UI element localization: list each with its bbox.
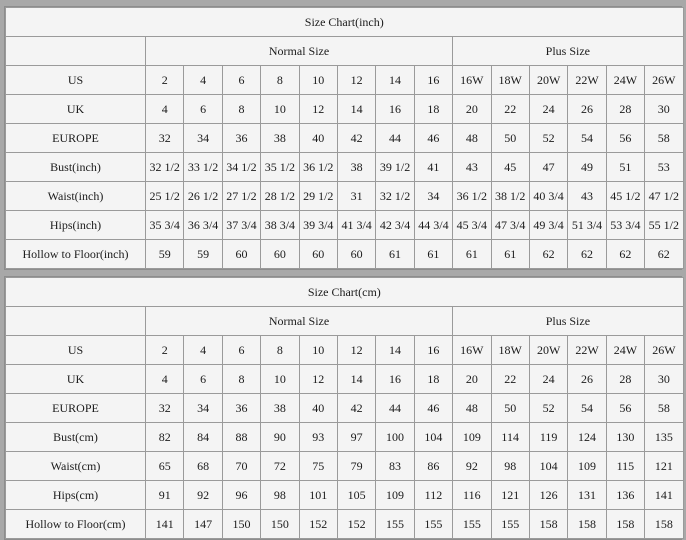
- table-cell: 30: [645, 95, 683, 124]
- row-label: UK: [6, 365, 146, 394]
- table-cell: 38: [261, 394, 299, 423]
- table-cell: 12: [337, 336, 375, 365]
- table-cell: 10: [261, 365, 299, 394]
- table-cell: 61: [491, 240, 529, 269]
- table-cell: 45 3/4: [453, 211, 491, 240]
- table-cell: 42 3/4: [376, 211, 414, 240]
- table-cell: 52: [529, 394, 567, 423]
- table-cell: 4: [146, 365, 184, 394]
- table-cell: 16W: [453, 66, 491, 95]
- table-cell: 83: [376, 452, 414, 481]
- table-cell: 130: [606, 423, 644, 452]
- table-cell: 38: [337, 153, 375, 182]
- table-cell: 32 1/2: [376, 182, 414, 211]
- table-cell: 155: [491, 510, 529, 539]
- header-corner-cell: [6, 307, 146, 336]
- table-cell: 136: [606, 481, 644, 510]
- table-cell: 16: [414, 336, 452, 365]
- table-cell: 100: [376, 423, 414, 452]
- table-cell: 44 3/4: [414, 211, 452, 240]
- table-cell: 121: [645, 452, 684, 481]
- table-cell: 58: [645, 394, 684, 423]
- table-cell: 18W: [491, 336, 529, 365]
- table-cell: 12: [337, 66, 375, 95]
- table-cell: 24: [529, 365, 567, 394]
- table-cell: 61: [453, 240, 491, 269]
- header-corner-cell: [6, 37, 146, 66]
- size-chart-inch: [4, 6, 682, 270]
- table-cell: 22W: [568, 336, 606, 365]
- table-cell: 79: [337, 452, 375, 481]
- table-cell: 16: [414, 66, 452, 95]
- table-cell: 92: [453, 452, 491, 481]
- table-cell: 119: [529, 423, 567, 452]
- table-cell: 16: [376, 365, 414, 394]
- table-row: [6, 336, 684, 365]
- table-cell: 93: [299, 423, 337, 452]
- table-cell: 14: [376, 336, 414, 365]
- table-row: [6, 66, 684, 95]
- table-cell: 47 3/4: [491, 211, 529, 240]
- table-row: [6, 182, 684, 211]
- table-cell: 26: [568, 365, 606, 394]
- table-cell: 53 3/4: [606, 211, 644, 240]
- table-cell: 16: [376, 95, 414, 124]
- table-cell: 90: [261, 423, 299, 452]
- group-header-plus-size: Plus Size: [453, 307, 684, 336]
- table-cell: 14: [337, 95, 375, 124]
- table-body-inch: [6, 8, 684, 269]
- table-cell: 22W: [568, 66, 606, 95]
- table-cell: 2: [146, 336, 184, 365]
- table-cell: 28: [606, 95, 644, 124]
- table-cell: 60: [261, 240, 299, 269]
- row-label: Bust(inch): [6, 153, 146, 182]
- table-cell: 26 1/2: [184, 182, 222, 211]
- table-body-cm: [6, 278, 684, 539]
- table-cell: 6: [222, 336, 260, 365]
- table-cell: 30: [645, 365, 684, 394]
- row-label: US: [6, 66, 146, 95]
- row-label: Waist(cm): [6, 452, 146, 481]
- table-cell: 126: [529, 481, 567, 510]
- row-label: Bust(cm): [6, 423, 146, 452]
- table-cell: 45 1/2: [606, 182, 644, 211]
- table-cell: 84: [184, 423, 222, 452]
- chart-title-row: [6, 8, 684, 37]
- table-row: [6, 124, 684, 153]
- table-cell: 22: [491, 365, 529, 394]
- table-cell: 38 1/2: [491, 182, 529, 211]
- table-row: [6, 95, 684, 124]
- table-cell: 152: [337, 510, 375, 539]
- table-cell: 109: [376, 481, 414, 510]
- table-cell: 41: [414, 153, 452, 182]
- table-cell: 116: [453, 481, 491, 510]
- table-cell: 34 1/2: [222, 153, 260, 182]
- table-cell: 35 3/4: [146, 211, 184, 240]
- size-chart-cm: [4, 276, 682, 540]
- table-cell: 47: [529, 153, 567, 182]
- table-cell: 32 1/2: [146, 153, 184, 182]
- table-cell: 43: [453, 153, 491, 182]
- table-cell: 155: [376, 510, 414, 539]
- table-cell: 60: [337, 240, 375, 269]
- table-cell: 36 1/2: [299, 153, 337, 182]
- table-cell: 24W: [606, 66, 644, 95]
- table-cell: 65: [146, 452, 184, 481]
- table-cell: 18: [414, 365, 452, 394]
- table-cell: 50: [491, 124, 529, 153]
- table-cell: 96: [222, 481, 260, 510]
- table-cell: 109: [568, 452, 606, 481]
- chart-title: Size Chart(cm): [6, 278, 684, 307]
- table-cell: 112: [414, 481, 452, 510]
- table-cell: 10: [299, 336, 337, 365]
- row-label: Hollow to Floor(inch): [6, 240, 146, 269]
- table-cell: 18: [414, 95, 452, 124]
- table-cell: 26: [568, 95, 606, 124]
- table-row: [6, 510, 684, 539]
- table-row: [6, 365, 684, 394]
- table-row: [6, 240, 684, 269]
- row-label: Waist(inch): [6, 182, 146, 211]
- table-cell: 47 1/2: [645, 182, 683, 211]
- table-cell: 48: [453, 394, 491, 423]
- table-cell: 40: [299, 124, 337, 153]
- group-header-row: [6, 37, 684, 66]
- table-cell: 38 3/4: [261, 211, 299, 240]
- table-cell: 35 1/2: [261, 153, 299, 182]
- row-label: EUROPE: [6, 124, 146, 153]
- table-cell: 44: [376, 124, 414, 153]
- table-cell: 53: [645, 153, 683, 182]
- table-cell: 14: [376, 66, 414, 95]
- table-cell: 158: [645, 510, 684, 539]
- table-cell: 86: [414, 452, 452, 481]
- row-label: Hips(cm): [6, 481, 146, 510]
- table-cell: 29 1/2: [299, 182, 337, 211]
- table-cell: 20W: [529, 336, 567, 365]
- chart-title-row: [6, 278, 684, 307]
- table-cell: 58: [645, 124, 683, 153]
- chart-title: Size Chart(inch): [6, 8, 684, 37]
- table-cell: 42: [337, 124, 375, 153]
- table-cell: 32: [146, 394, 184, 423]
- table-cell: 8: [261, 66, 299, 95]
- table-cell: 20: [453, 95, 491, 124]
- table-cell: 46: [414, 124, 452, 153]
- table-cell: 124: [568, 423, 606, 452]
- table-cell: 141: [645, 481, 684, 510]
- row-label: UK: [6, 95, 146, 124]
- table-cell: 155: [414, 510, 452, 539]
- table-cell: 6: [184, 365, 222, 394]
- table-cell: 14: [337, 365, 375, 394]
- table-cell: 98: [261, 481, 299, 510]
- table-cell: 56: [606, 124, 644, 153]
- table-cell: 8: [222, 365, 260, 394]
- table-cell: 92: [184, 481, 222, 510]
- table-cell: 46: [414, 394, 452, 423]
- table-cell: 50: [491, 394, 529, 423]
- table-cell: 61: [376, 240, 414, 269]
- table-cell: 31: [337, 182, 375, 211]
- table-cell: 25 1/2: [146, 182, 184, 211]
- table-cell: 4: [184, 66, 222, 95]
- table-cell: 49 3/4: [529, 211, 567, 240]
- table-cell: 27 1/2: [222, 182, 260, 211]
- table-cell: 105: [337, 481, 375, 510]
- table-cell: 135: [645, 423, 684, 452]
- size-chart-table-cm: [5, 277, 684, 539]
- table-cell: 2: [146, 66, 184, 95]
- row-label: Hips(inch): [6, 211, 146, 240]
- table-cell: 97: [337, 423, 375, 452]
- table-cell: 59: [184, 240, 222, 269]
- table-cell: 34: [184, 394, 222, 423]
- table-cell: 40 3/4: [529, 182, 567, 211]
- table-cell: 104: [414, 423, 452, 452]
- table-cell: 48: [453, 124, 491, 153]
- table-cell: 32: [146, 124, 184, 153]
- table-cell: 49: [568, 153, 606, 182]
- table-cell: 104: [529, 452, 567, 481]
- table-cell: 54: [568, 124, 606, 153]
- table-cell: 114: [491, 423, 529, 452]
- table-cell: 51: [606, 153, 644, 182]
- table-cell: 36 1/2: [453, 182, 491, 211]
- table-cell: 36: [222, 124, 260, 153]
- table-cell: 88: [222, 423, 260, 452]
- table-cell: 55 1/2: [645, 211, 683, 240]
- table-cell: 59: [146, 240, 184, 269]
- table-cell: 98: [491, 452, 529, 481]
- table-cell: 150: [261, 510, 299, 539]
- table-cell: 36 3/4: [184, 211, 222, 240]
- row-label: Hollow to Floor(cm): [6, 510, 146, 539]
- table-cell: 68: [184, 452, 222, 481]
- table-cell: 12: [299, 95, 337, 124]
- table-cell: 10: [261, 95, 299, 124]
- size-chart-table-inch: [5, 7, 684, 269]
- table-row: [6, 452, 684, 481]
- table-cell: 24: [529, 95, 567, 124]
- table-cell: 44: [376, 394, 414, 423]
- table-row: [6, 153, 684, 182]
- table-cell: 10: [299, 66, 337, 95]
- table-cell: 18W: [491, 66, 529, 95]
- table-cell: 72: [261, 452, 299, 481]
- table-cell: 141: [146, 510, 184, 539]
- table-cell: 101: [299, 481, 337, 510]
- table-cell: 155: [453, 510, 491, 539]
- row-label: EUROPE: [6, 394, 146, 423]
- table-cell: 70: [222, 452, 260, 481]
- table-cell: 52: [529, 124, 567, 153]
- table-cell: 42: [337, 394, 375, 423]
- table-cell: 45: [491, 153, 529, 182]
- table-cell: 6: [184, 95, 222, 124]
- table-row: [6, 423, 684, 452]
- table-cell: 37 3/4: [222, 211, 260, 240]
- table-cell: 158: [606, 510, 644, 539]
- table-cell: 40: [299, 394, 337, 423]
- table-cell: 26W: [645, 66, 683, 95]
- row-label: US: [6, 336, 146, 365]
- table-row: [6, 211, 684, 240]
- table-cell: 4: [146, 95, 184, 124]
- table-cell: 56: [606, 394, 644, 423]
- table-cell: 62: [606, 240, 644, 269]
- table-cell: 75: [299, 452, 337, 481]
- table-cell: 36: [222, 394, 260, 423]
- table-cell: 8: [261, 336, 299, 365]
- table-cell: 62: [645, 240, 683, 269]
- table-cell: 82: [146, 423, 184, 452]
- table-cell: 51 3/4: [568, 211, 606, 240]
- table-cell: 61: [414, 240, 452, 269]
- table-cell: 34: [184, 124, 222, 153]
- table-cell: 22: [491, 95, 529, 124]
- table-row: [6, 481, 684, 510]
- table-cell: 26W: [645, 336, 684, 365]
- table-cell: 62: [529, 240, 567, 269]
- table-cell: 4: [184, 336, 222, 365]
- table-cell: 62: [568, 240, 606, 269]
- table-cell: 158: [568, 510, 606, 539]
- table-cell: 28: [606, 365, 644, 394]
- table-cell: 115: [606, 452, 644, 481]
- table-cell: 20: [453, 365, 491, 394]
- table-cell: 60: [299, 240, 337, 269]
- table-cell: 24W: [606, 336, 644, 365]
- table-cell: 16W: [453, 336, 491, 365]
- table-cell: 147: [184, 510, 222, 539]
- table-cell: 20W: [529, 66, 567, 95]
- table-cell: 109: [453, 423, 491, 452]
- table-cell: 6: [222, 66, 260, 95]
- table-cell: 150: [222, 510, 260, 539]
- group-header-row: [6, 307, 684, 336]
- table-cell: 158: [529, 510, 567, 539]
- table-cell: 38: [261, 124, 299, 153]
- group-header-normal-size: Normal Size: [146, 307, 453, 336]
- table-cell: 28 1/2: [261, 182, 299, 211]
- group-header-normal-size: Normal Size: [146, 37, 453, 66]
- table-cell: 34: [414, 182, 452, 211]
- table-cell: 33 1/2: [184, 153, 222, 182]
- table-cell: 121: [491, 481, 529, 510]
- table-cell: 54: [568, 394, 606, 423]
- group-header-plus-size: Plus Size: [453, 37, 683, 66]
- table-cell: 60: [222, 240, 260, 269]
- table-cell: 12: [299, 365, 337, 394]
- table-cell: 131: [568, 481, 606, 510]
- table-cell: 91: [146, 481, 184, 510]
- table-cell: 39 1/2: [376, 153, 414, 182]
- table-row: [6, 394, 684, 423]
- table-cell: 39 3/4: [299, 211, 337, 240]
- table-cell: 41 3/4: [337, 211, 375, 240]
- table-cell: 152: [299, 510, 337, 539]
- table-cell: 43: [568, 182, 606, 211]
- table-cell: 8: [222, 95, 260, 124]
